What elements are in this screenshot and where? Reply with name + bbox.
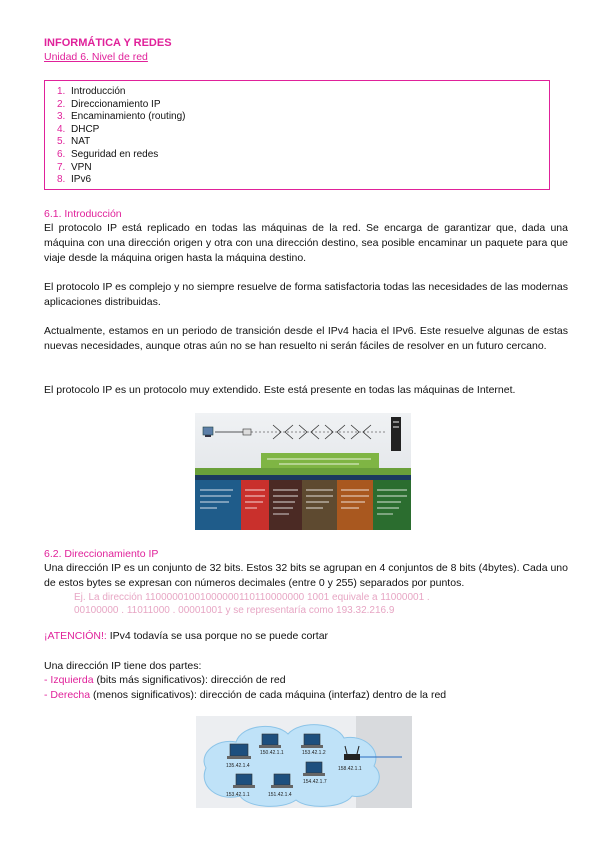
attention-label: ¡ATENCIÓN!: — [44, 630, 107, 642]
toc-item-label: Seguridad en redes — [71, 148, 159, 160]
toc-item-number: 8. — [57, 174, 66, 186]
section-heading-intro: 6.1. Introducción — [44, 208, 122, 220]
attention-text: IPv4 todavía se usa porque no se puede cortar — [106, 630, 329, 642]
part-left — [44, 674, 286, 686]
toc-item-label: IPv6 — [71, 174, 92, 186]
router-icon — [243, 429, 251, 435]
table-of-contents — [44, 80, 550, 190]
ip-label: 158.42.1.1 — [338, 766, 362, 772]
laptop-icon — [271, 774, 293, 788]
ip-label: 153.42.1.1 — [226, 792, 250, 798]
toc-item-label: Introducción — [71, 86, 126, 97]
toc-item[interactable] — [57, 86, 549, 99]
part-right — [44, 689, 446, 701]
toc-item-number: 1. — [57, 86, 66, 97]
addressing-paragraph: Una dirección IP es un conjunto de 32 bits. Estos 32 bits se agrupan en 4 conjuntos de 8 bits (4bytes). Cada uno de estos bytes se expresan con números decimales (entre 0 y 255) separados por puntos. — [44, 562, 568, 589]
toc-item-label: VPN — [71, 161, 92, 173]
part-left-label: - Izquierda — [44, 674, 94, 686]
example-block: Ej. La dirección 11000001001000000110110000000 1001 equivale a 11000001 . 00100000 . 11011000 . 00001001 y se representaría como 193.32.216.9 — [74, 592, 430, 616]
section-heading-addressing: 6.2. Direccionamiento IP — [44, 548, 159, 560]
intro-paragraph-2: El protocolo IP es complejo y no siempre resuelve de forma satisfactoria todas las necesidades de las modernas aplicaciones distribuidas. — [44, 281, 568, 308]
toc-item-label: Encaminamiento (routing) — [71, 111, 186, 123]
part-right-text: (menos significativos): dirección de cada máquina (interfaz) dentro de la red — [90, 689, 447, 701]
ip-label: 135.42.1.4 — [226, 763, 250, 769]
stack-column — [241, 480, 269, 530]
toc-item-number: 2. — [57, 98, 66, 110]
server-icon — [391, 417, 401, 451]
stack-column — [337, 480, 373, 530]
toc-item-label: DHCP — [71, 123, 100, 135]
stack-column — [195, 480, 241, 530]
laptop-icon — [233, 774, 255, 788]
toc-item[interactable] — [57, 162, 549, 175]
toc-item-number: 7. — [57, 161, 66, 173]
unit-subtitle[interactable]: Unidad 6. Nivel de red — [44, 51, 148, 63]
laptop-icon — [301, 734, 323, 748]
toc-item-number: 6. — [57, 148, 66, 160]
toc-item[interactable] — [57, 174, 549, 187]
ip-label: 151.42.1.4 — [268, 792, 292, 798]
ip-label: 154.42.1.7 — [303, 779, 327, 785]
parts-intro: Una dirección IP tiene dos partes: — [44, 660, 202, 672]
toc-item-number: 5. — [57, 136, 66, 148]
stack-column — [302, 480, 337, 530]
intro-paragraph-3: Actualmente, estamos en un periodo de transición desde el IPv4 hacia el IPv6. Este resuelve algunas de estas nuevas necesidades, aunque otras aún no se han resuelto ni serán fáciles de resolver en un futuro cercano. — [44, 325, 568, 352]
part-left-text: (bits más significativos): dirección de red — [93, 674, 286, 686]
toc-item-label: Direccionamiento IP — [71, 98, 161, 110]
stack-band-dark — [195, 475, 411, 480]
toc-item[interactable] — [57, 111, 549, 124]
attention-note — [44, 630, 328, 642]
toc-item-number: 3. — [57, 111, 66, 123]
intro-paragraph-4: El protocolo IP es un protocolo muy extendido. Este está presente en todas las máquinas de Internet. — [44, 384, 516, 396]
toc-item[interactable] — [57, 136, 549, 149]
ip-label: 150.42.1.1 — [260, 750, 284, 756]
intro-paragraph-1: El protocolo IP está replicado en todas las máquinas de la red. Se encarga de garantizar que, dada una máquina con una dirección origen y otra con una dirección destino, sea posible encaminar un paquete para que viaje desde la máquina origen hasta la máquina destino. — [44, 222, 568, 264]
toc-item[interactable] — [57, 99, 549, 112]
part-right-label: - Derecha — [44, 689, 91, 701]
toc-item-label: NAT — [71, 136, 91, 148]
laptop-icon — [227, 744, 251, 759]
stack-column — [373, 480, 411, 530]
toc-item-number: 4. — [57, 123, 66, 135]
laptop-icon — [259, 734, 281, 748]
toc-item[interactable] — [57, 149, 549, 162]
stack-columns — [195, 480, 411, 530]
stack-band-top — [261, 453, 379, 468]
ip-network-figure — [196, 716, 412, 808]
document-title: INFORMÁTICA Y REDES — [44, 37, 172, 49]
protocol-stack-figure — [195, 413, 411, 530]
stack-column — [269, 480, 302, 530]
laptop-icon — [303, 762, 325, 776]
toc-item[interactable] — [57, 124, 549, 137]
stack-band-mid — [195, 468, 411, 475]
ip-label: 153.42.1.2 — [302, 750, 326, 756]
